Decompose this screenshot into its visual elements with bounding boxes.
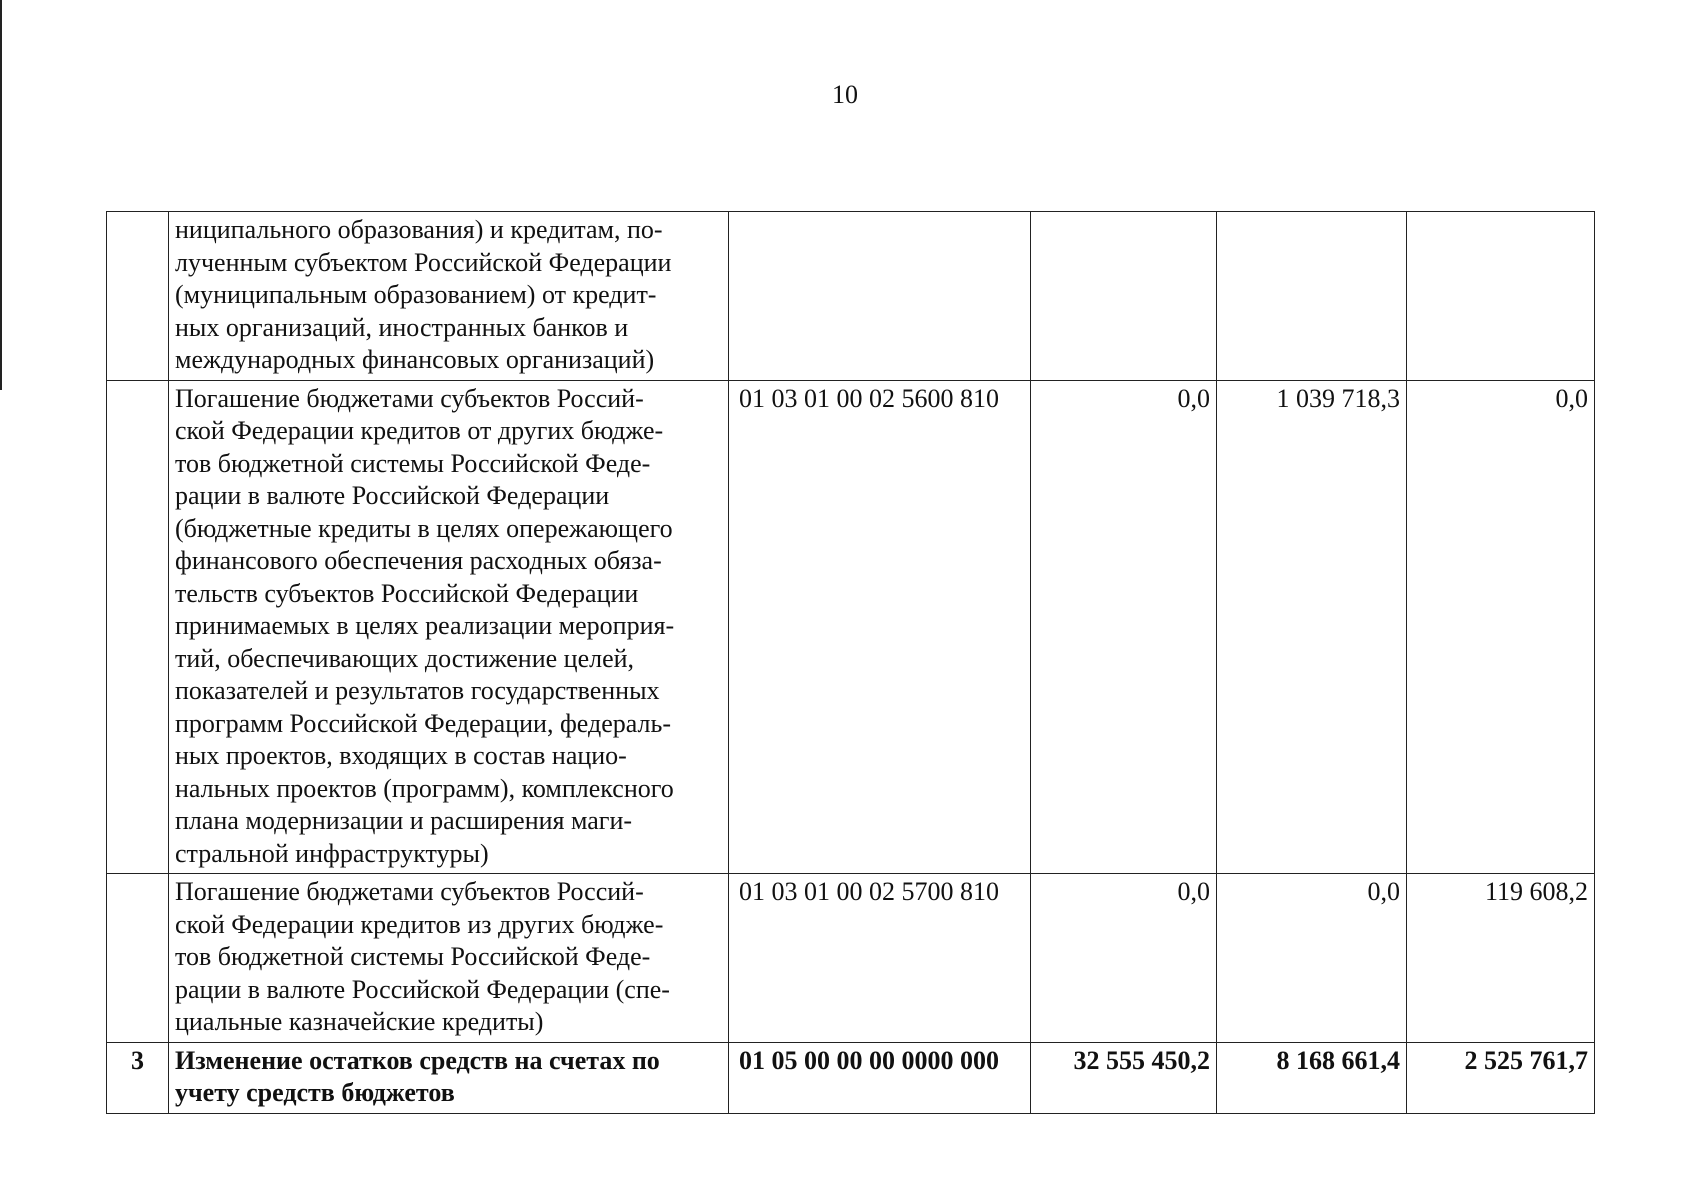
row-name-cell: [169, 874, 729, 1043]
page-number: 10: [832, 80, 858, 109]
row-name-cell: [169, 1042, 729, 1113]
row-name-line: ниципального образования) и кредитам, по-: [175, 215, 663, 244]
row-name-line: нальных проектов (программ), комплексного: [175, 773, 674, 803]
row-name-line: тельств субъектов Российской Федерации: [175, 578, 639, 608]
row-name-line: показателей и результатов государственных: [175, 676, 660, 705]
row-name-line: международных финансовых организаций): [175, 345, 655, 374]
row-name-line: циальные казначейские кредиты): [175, 1007, 544, 1036]
row-name-cell: [169, 212, 729, 381]
row-name-line: (муниципальным образованием) от кредит-: [175, 280, 657, 309]
row-name-cell: [169, 380, 729, 874]
row-name-line: тов бюджетной системы Российской Феде-: [175, 942, 651, 971]
row-name-line: ской Федерации кредитов от других бюдже-: [175, 416, 664, 445]
row-name-line: Погашение бюджетами субъектов Россий-: [175, 877, 644, 906]
row-name-line: ных организаций, иностранных банков и: [175, 312, 629, 342]
row-name-line: учету средств бюджетов: [175, 1078, 455, 1107]
scan-edge-line: [0, 0, 2, 390]
row-name-line: лученным субъектом Российской Федерации: [175, 247, 672, 277]
row-number-cell: [107, 874, 169, 1043]
row-code-cell: 01 03 01 00 02 5700 810: [729, 874, 1031, 1043]
row-name-line: ных проектов, входящих в состав нацио-: [175, 741, 627, 770]
row-name-line: Изменение остатков средств на счетах по: [175, 1045, 660, 1075]
row-name-line: стральной инфраструктуры): [175, 838, 489, 868]
row-number-cell: [107, 380, 169, 874]
table-row: [107, 380, 1595, 874]
row-name-line: рации в валюте Российской Федерации (спе-: [175, 974, 670, 1004]
row-value-cell-3: 119 608,2: [1407, 874, 1595, 1043]
row-value-cell-2: 0,0: [1217, 874, 1407, 1043]
row-code-cell: 01 03 01 00 02 5600 810: [729, 380, 1031, 874]
row-value-cell-3: 2 525 761,7: [1407, 1042, 1595, 1113]
row-value-cell-3: 0,0: [1407, 380, 1595, 874]
table-row: [107, 212, 1595, 381]
table-row: [107, 874, 1595, 1043]
row-value-cell-1: 0,0: [1031, 874, 1217, 1043]
table-row: [107, 1042, 1595, 1113]
row-number-cell: 3: [107, 1042, 169, 1113]
row-value-cell-2: 8 168 661,4: [1217, 1042, 1407, 1113]
row-name-line: тов бюджетной системы Российской Феде-: [175, 448, 651, 478]
row-code-cell: 01 05 00 00 00 0000 000: [729, 1042, 1031, 1113]
row-value-cell-3: [1407, 212, 1595, 381]
row-value-cell-1: 0,0: [1031, 380, 1217, 874]
budget-sources-table: [106, 211, 1595, 1114]
row-name-line: финансового обеспечения расходных обяза-: [175, 546, 662, 575]
row-code-cell: [729, 212, 1031, 381]
row-name-line: (бюджетные кредиты в целях опережающего: [175, 513, 673, 543]
row-value-cell-2: [1217, 212, 1407, 381]
row-name-line: принимаемых в целях реализации мероприя-: [175, 611, 675, 640]
row-name-line: тий, обеспечивающих достижение целей,: [175, 643, 635, 673]
row-value-cell-2: 1 039 718,3: [1217, 380, 1407, 874]
row-value-cell-1: 32 555 450,2: [1031, 1042, 1217, 1113]
row-name-line: Погашение бюджетами субъектов Россий-: [175, 383, 644, 413]
row-name-line: плана модернизации и расширения маги-: [175, 806, 633, 835]
row-number-cell: [107, 212, 169, 381]
row-value-cell-1: [1031, 212, 1217, 381]
row-name-line: ской Федерации кредитов из других бюдже-: [175, 909, 664, 939]
row-name-line: рации в валюте Российской Федерации: [175, 481, 610, 510]
row-name-line: программ Российской Федерации, федераль-: [175, 708, 672, 738]
table-body: [107, 212, 1595, 1114]
